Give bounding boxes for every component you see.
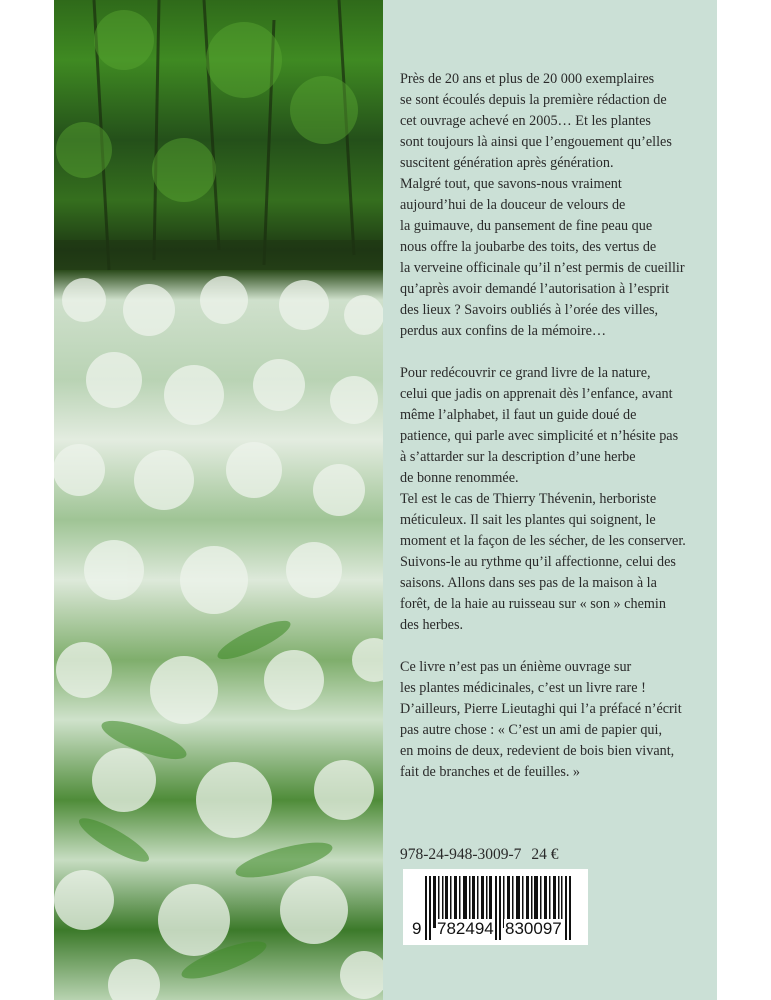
barcode-digits bbox=[403, 919, 588, 943]
text-line: moment et la façon de les sécher, de les conserver. bbox=[400, 533, 686, 549]
text-line: des herbes. bbox=[400, 617, 464, 633]
text-line: perdus aux confins de la mémoire… bbox=[400, 323, 607, 339]
text-line: Tel est le cas de Thierry Thévenin, herboriste bbox=[400, 491, 657, 507]
text-line: la verveine officinale qu’il n’est permis de cueillir bbox=[400, 260, 685, 276]
blurb-paragraph-3 bbox=[400, 657, 705, 783]
price: 24 € bbox=[531, 846, 559, 863]
text-line: se sont écoulés depuis la première rédaction de bbox=[400, 92, 667, 108]
blurb-text bbox=[400, 69, 705, 804]
barcode-digit-first: 9 bbox=[412, 919, 422, 938]
cover-photo-forest-wild-garlic bbox=[54, 0, 383, 1000]
forest-photo-illustration bbox=[54, 0, 383, 1000]
text-line: Près de 20 ans et plus de 20 000 exemplaires bbox=[400, 71, 655, 87]
blurb-paragraph-2 bbox=[400, 363, 705, 636]
barcode bbox=[403, 869, 588, 945]
text-line: même l’alphabet, il faut un guide doué de bbox=[400, 407, 637, 423]
text-line: saisons. Allons dans ses pas de la maison à la bbox=[400, 575, 657, 591]
text-line: cet ouvrage achevé en 2005… Et les plantes bbox=[400, 113, 651, 129]
text-line: des lieux ? Savoirs oubliés à l’orée des villes, bbox=[400, 302, 659, 318]
text-line: Ce livre n’est pas un énième ouvrage sur bbox=[400, 659, 632, 675]
text-line: patience, qui parle avec simplicité et n’hésite pas bbox=[400, 428, 679, 444]
text-line: nous offre la joubarbe des toits, des vertus de bbox=[400, 239, 657, 255]
isbn-number: 978-24-948-3009-7 bbox=[400, 846, 522, 863]
text-line: qu’après avoir demandé l’autorisation à l’esprit bbox=[400, 281, 670, 297]
text-line: la guimauve, du pansement de fine peau que bbox=[400, 218, 653, 234]
text-line: celui que jadis on apprenait dès l’enfance, avant bbox=[400, 386, 673, 402]
blurb-paragraph-1 bbox=[400, 69, 705, 342]
text-line: à s’attarder sur la description d’une herbe bbox=[400, 449, 636, 465]
back-cover-panel bbox=[383, 0, 717, 1000]
text-line: suscitent génération après génération. bbox=[400, 155, 614, 171]
text-line: forêt, de la haie au ruisseau sur « son » chemin bbox=[400, 596, 666, 612]
text-line: aujourd’hui de la douceur de velours de bbox=[400, 197, 626, 213]
text-line: D’ailleurs, Pierre Lieutaghi qui l’a préfacé n’écrit bbox=[400, 701, 682, 717]
text-line: sont toujours là ainsi que l’engouement qu’elles bbox=[400, 134, 672, 150]
isbn-price-line bbox=[400, 846, 559, 864]
text-line: Pour redécouvrir ce grand livre de la nature, bbox=[400, 365, 651, 381]
text-line: méticuleux. Il sait les plantes qui soignent, le bbox=[400, 512, 656, 528]
text-line: Suivons-le au rythme qu’il affectionne, celui des bbox=[400, 554, 676, 570]
text-line: fait de branches et de feuilles. » bbox=[400, 764, 581, 780]
text-line: en moins de deux, redevient de bois bien vivant, bbox=[400, 743, 675, 759]
text-line: les plantes médicinales, c’est un livre rare ! bbox=[400, 680, 646, 696]
barcode-digits-right: 830097 bbox=[505, 919, 562, 938]
text-line: Malgré tout, que savons-nous vraiment bbox=[400, 176, 622, 192]
text-line: pas autre chose : « C’est un ami de papier qui, bbox=[400, 722, 662, 738]
barcode-digits-left: 782494 bbox=[437, 919, 494, 938]
text-line: de bonne renommée. bbox=[400, 470, 519, 486]
